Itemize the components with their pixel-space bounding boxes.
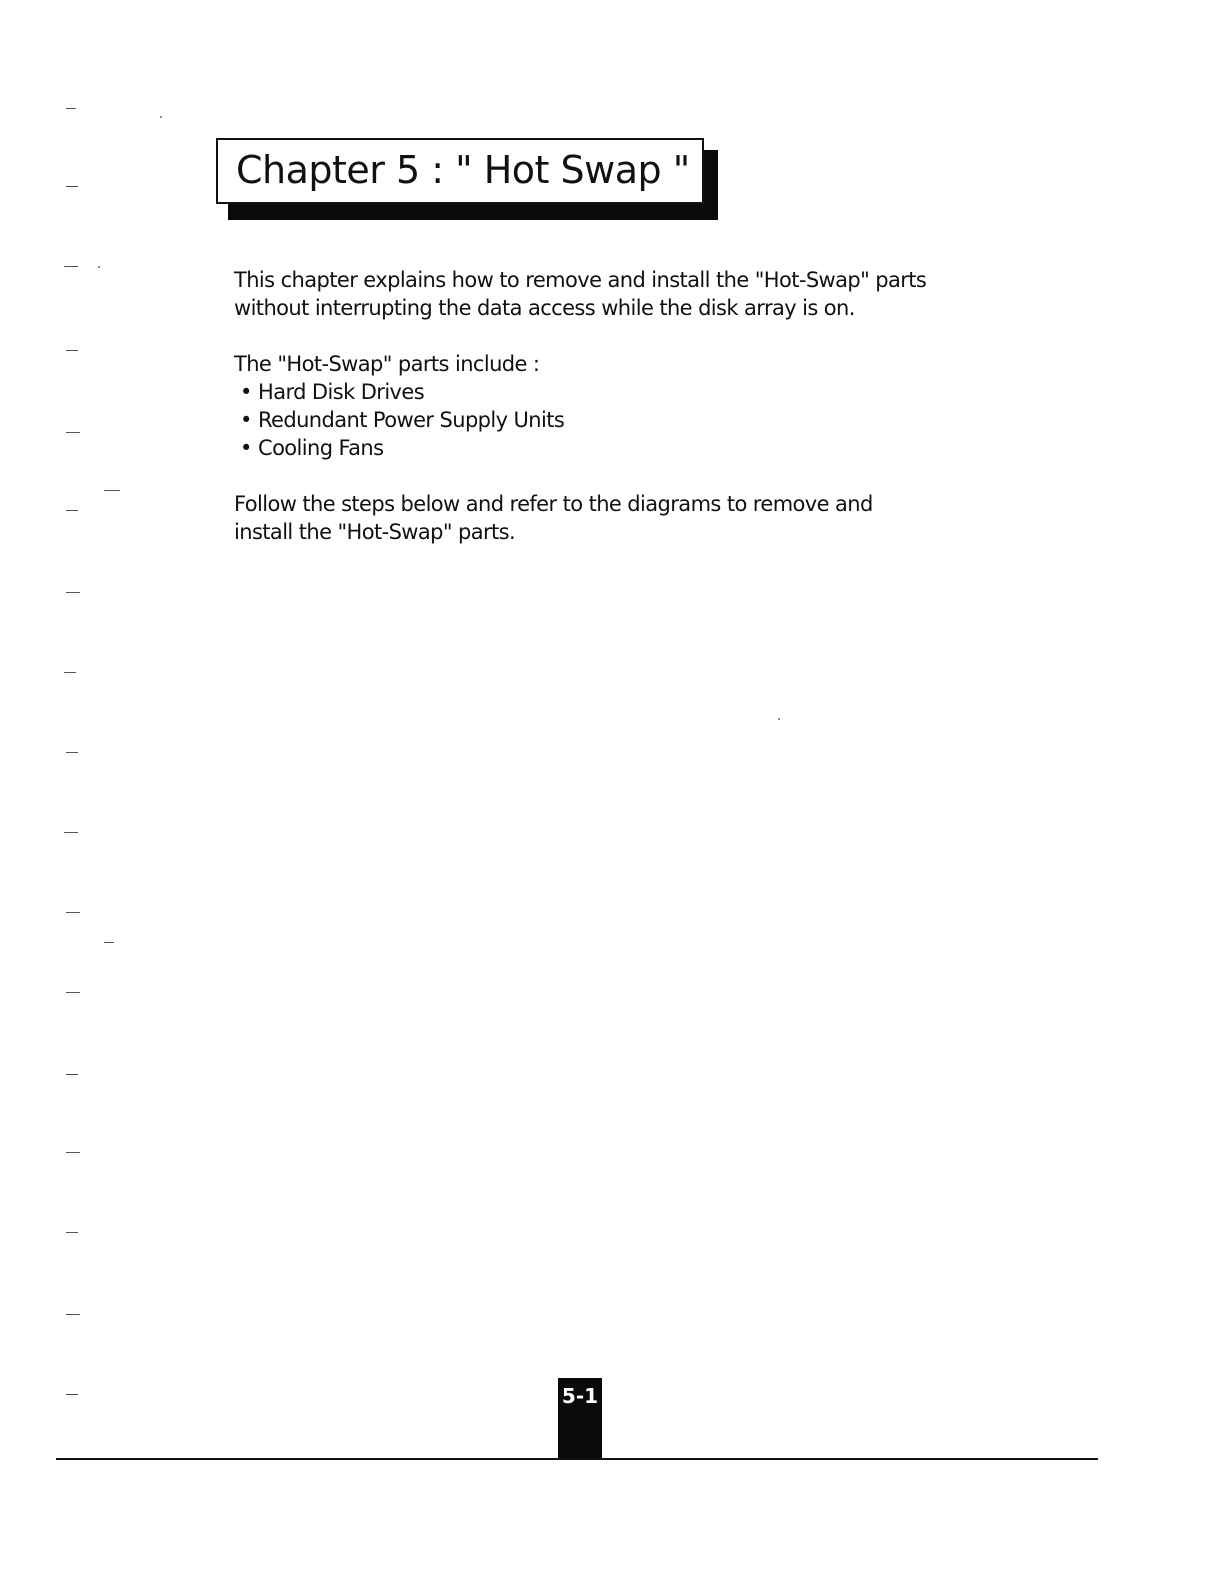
scan-speck <box>778 718 780 720</box>
intro-paragraph <box>234 266 994 322</box>
footer-rule <box>56 1458 1098 1460</box>
list-item-label: Redundant Power Supply Units <box>258 408 565 432</box>
list-item <box>234 406 994 434</box>
chapter-title-box <box>216 138 704 204</box>
instructions-line: Follow the steps below and refer to the diagrams to remove and <box>234 492 873 516</box>
instructions-paragraph <box>234 490 994 546</box>
intro-line: This chapter explains how to remove and install the "Hot-Swap" parts <box>234 268 927 292</box>
list-item <box>234 434 994 462</box>
page-number-tab <box>558 1378 602 1460</box>
scan-speck <box>98 266 100 268</box>
title-box-shadow <box>228 204 718 220</box>
margin-scan-marks <box>62 100 122 1480</box>
chapter-body <box>234 266 994 546</box>
bullet-icon: • <box>240 436 252 460</box>
scan-speck <box>160 116 162 118</box>
page-number: 5-1 <box>561 1384 599 1408</box>
intro-line: without interrupting the data access while the disk array is on. <box>234 296 855 320</box>
instructions-line: install the "Hot-Swap" parts. <box>234 520 516 544</box>
parts-heading: The "Hot-Swap" parts include : <box>234 352 540 376</box>
list-item-label: Cooling Fans <box>258 436 384 460</box>
bullet-icon: • <box>240 408 252 432</box>
list-item-label: Hard Disk Drives <box>258 380 425 404</box>
parts-list <box>234 378 994 462</box>
list-item <box>234 378 994 406</box>
bullet-icon: • <box>240 380 252 404</box>
chapter-title: Chapter 5 : " Hot Swap " <box>236 148 690 192</box>
